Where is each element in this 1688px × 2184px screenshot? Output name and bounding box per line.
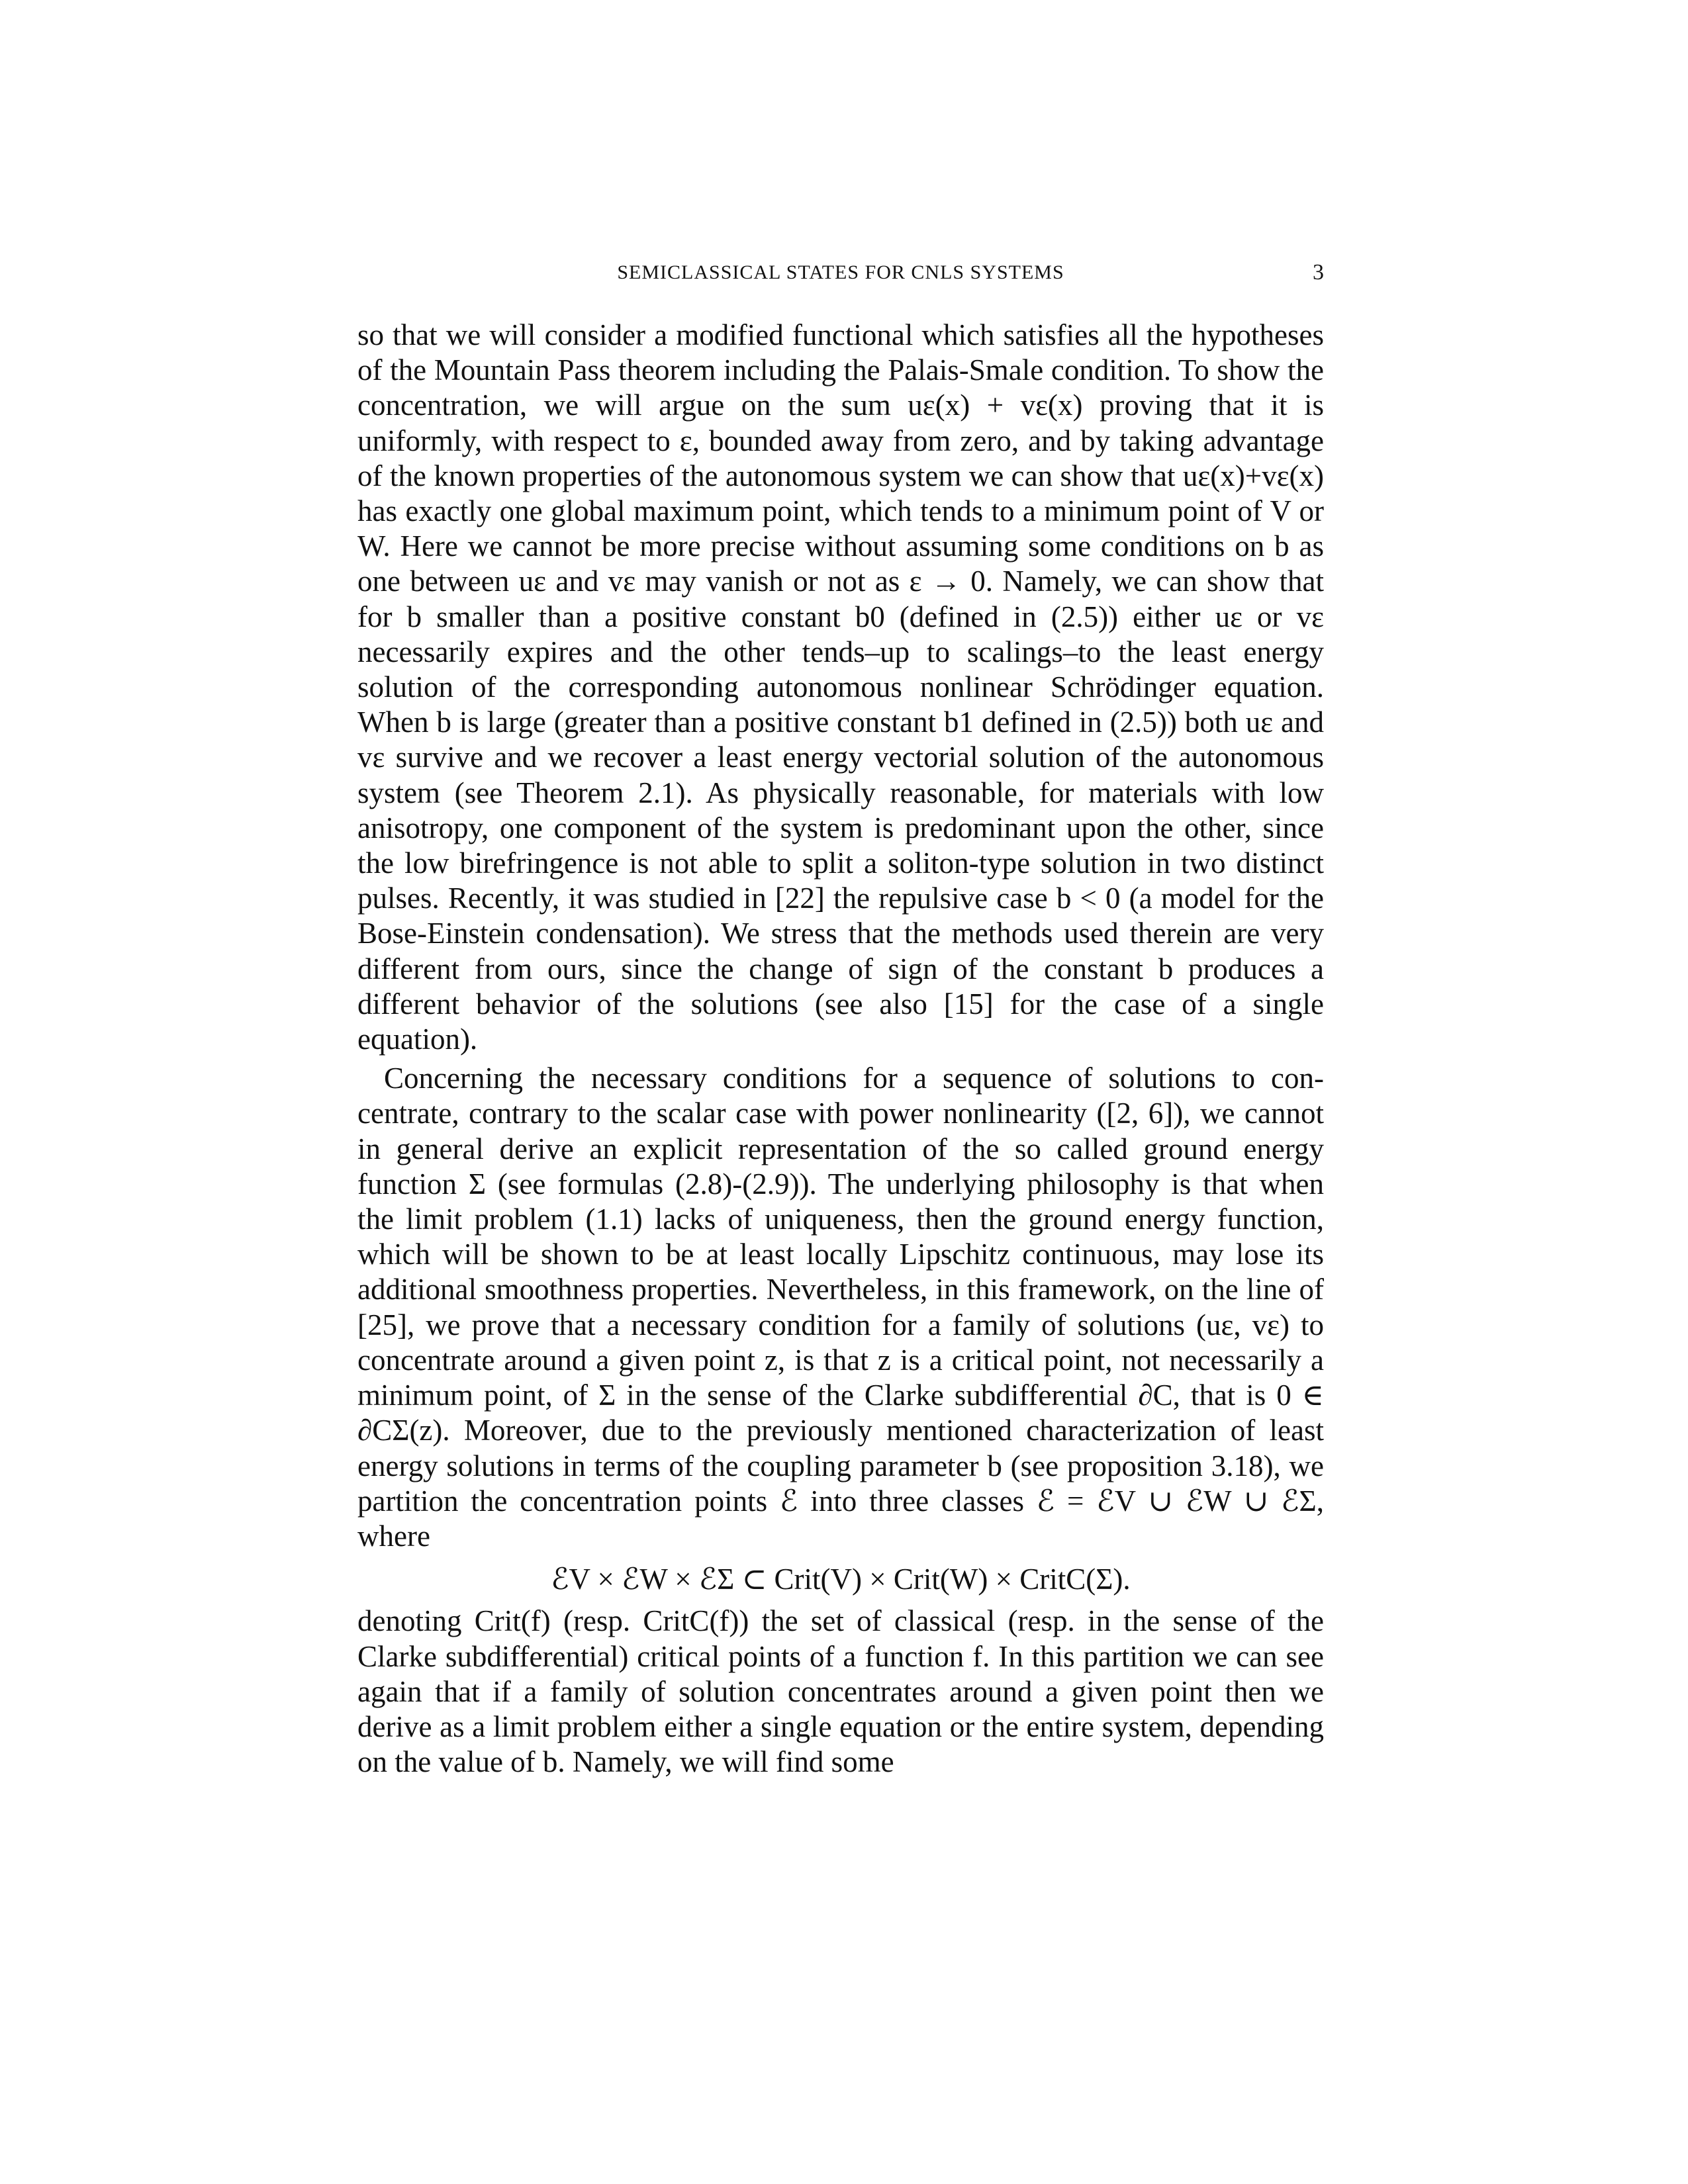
main-text — [357, 318, 1324, 1780]
paragraph-2: Concerning the necessary conditions for a sequence of solutions to concentrate, contrary to the scalar case with power nonlinearity ([2, 6]), we cannot in general derive an explicit representation of the so called ground energy function Σ (see formulas (2.8)-(2.9)). The underlying philosophy is that when the limit problem (1.1) lacks of uniqueness, then the ground energy function, which will be shown to be at least locally Lipschitz continuous, may lose its additional smoothness properties. Nevertheless, in this framework, on the line of [25], we prove that a necessary condition for a family of solutions (uε, vε) to concentrate around a given point z, is that z is a critical point, not necessarily a minimum point, of Σ in the sense of the Clarke subdifferential ∂C, that is 0 ∈ ∂CΣ(z). Moreover, due to the previously mentioned characterization of least energy solutions in terms of the coupling parameter b (see proposition 3.18), we partition the concentration points ℰ into three classes ℰ = ℰV ∪ ℰW ∪ ℰΣ, where — [357, 1062, 1324, 1553]
display-equation: ℰV × ℰW × ℰΣ ⊂ Crit(V) × Crit(W) × CritC(Σ). — [551, 1563, 1131, 1596]
running-title: SEMICLASSICAL STATES FOR CNLS SYSTEMS — [617, 261, 1064, 283]
paragraph-1: so that we will consider a modified functional which satisfies all the hypotheses of the Mountain Pass theorem including the Palais-Smale condition. To show the concentration, we will argue on the sum uε(x) + vε(x) proving that it is uniformly, with respect to ε, bounded away from zero, and by taking advantage of the known properties of the autonomous system we can show that uε(x)+vε(x) has exactly one global maximum point, which tends to a minimum point of V or W. Here we cannot be more precise without assuming some conditions on b as one between uε and vε may vanish or not as ε → 0. Namely, we can show that for b smaller than a positive constant b0 (defined in (2.5)) either uε or vε necessarily expires and the other tends–up to scalings–to the least energy solution of the corresponding autonomous nonlinear Schrödinger equation. When b is large (greater than a positive constant b1 defined in (2.5)) both uε and vε survive and we recover a least energy vectorial solution of the autonomous system (see Theorem 2.1). As physically reasonable, for materials with low anisotropy, one component of the system is predominant upon the other, since the low birefringence is not able to split a soliton-type solution in two distinct pulses. Recently, it was studied in [22] the repulsive case b < 0 (a model for the Bose-Einstein condensation). We stress that the methods used therein are very different from ours, since the change of sign of the constant b produces a different behavior of the solutions (see also [15] for the case of a single equation). — [357, 318, 1324, 1056]
paragraph-3: denoting Crit(f) (resp. CritC(f)) the set of classical (resp. in the sense of the Clarke subdifferential) critical points of a function f. In this partition we can see again that if a family of solution concentrates around a given point then we derive as a limit problem either a single equation or the entire system, depending on the value of b. Namely, we will find some — [357, 1604, 1324, 1779]
running-header — [357, 257, 1324, 289]
page-number: 3 — [1313, 260, 1324, 285]
